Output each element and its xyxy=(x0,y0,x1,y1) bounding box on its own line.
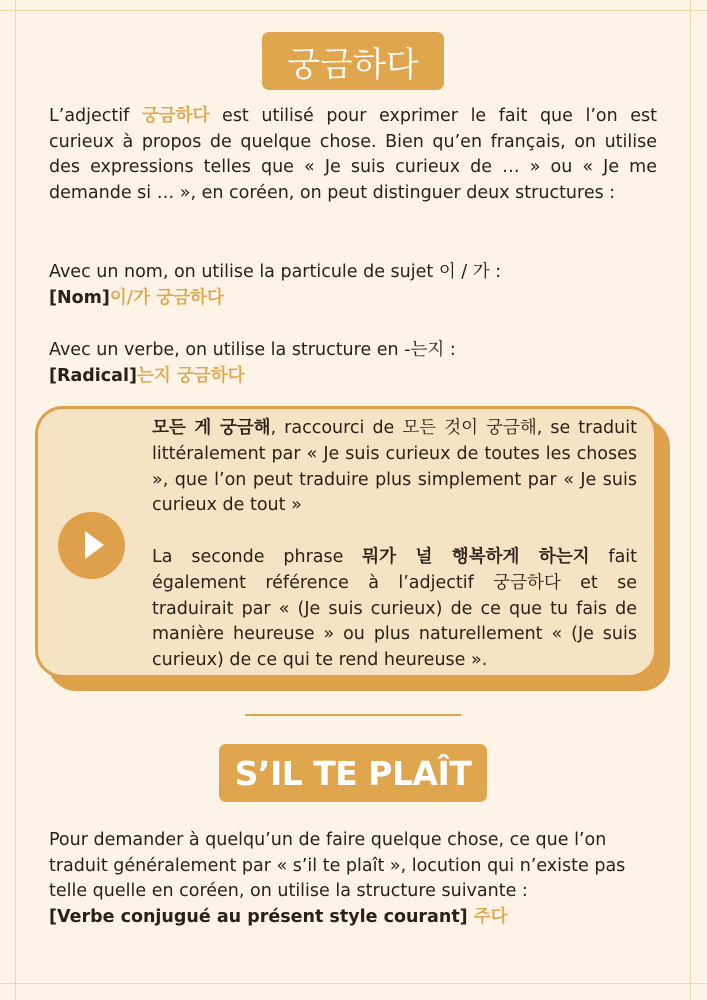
term-gunggeumhada: 궁금하다 xyxy=(141,106,210,126)
section2-paragraph: Pour demander à quelqu’un de faire quelque chose, ce que l’on traduit généralement par « s’il te plaît », locution qui n’existe pas telle quelle en coréen, on utilise la structure suivante : [Verbe conjugué au présent style courant] 주다 xyxy=(49,830,626,927)
section2-formula: [Verbe conjugué au présent style courant] 주다 xyxy=(49,906,508,927)
intro-paragraph: L’adjectif 궁금하다 est utilisé pour exprimer le fait que l’on est curieux à propos de quelque chose. Bien qu’en français, on utilise des expressions telles que « Je suis curieux de … » ou « Je me demande si … », en coréen, on peut distinguer deux structures : xyxy=(49,106,658,203)
section-divider xyxy=(245,714,461,716)
example-paragraph-2: La seconde phrase 뭐가 널 행복하게 하는지 fait également référence à l’adjectif 궁금하다 et se traduirait par « (Je suis curieux) de ce que tu fais de manière heureuse » ou plus naturellement « (Je suis curieux) de ce qui te rend heureuse ». xyxy=(152,547,638,671)
section-title-sil-te-plait: S’IL TE PLAÎT xyxy=(219,744,487,802)
verb-formula: [Radical]는지 궁금하다 xyxy=(49,365,245,386)
frame-line-bottom xyxy=(0,983,707,984)
frame-line-left xyxy=(15,0,16,1000)
play-icon[interactable] xyxy=(58,512,125,579)
page-title: 궁금하다 xyxy=(262,32,444,90)
frame-line-top xyxy=(0,10,707,11)
example-paragraph-1: 모든 게 궁금해, raccourci de 모든 것이 궁금해, se traduit littéralement par « Je suis curieux de toutes les choses », que l’on peut traduire plus simplement par « Je suis curieux de tout » xyxy=(152,418,637,516)
noun-formula: [Nom]이/가 궁금하다 xyxy=(49,287,224,308)
noun-rule: Avec un nom, on utilise la particule de sujet 이 / 가 : [Nom]이/가 궁금하다 xyxy=(49,262,502,308)
verb-rule: Avec un verbe, on utilise la structure en -는지 : [Radical]는지 궁금하다 xyxy=(49,340,456,386)
frame-line-right xyxy=(690,0,691,1000)
